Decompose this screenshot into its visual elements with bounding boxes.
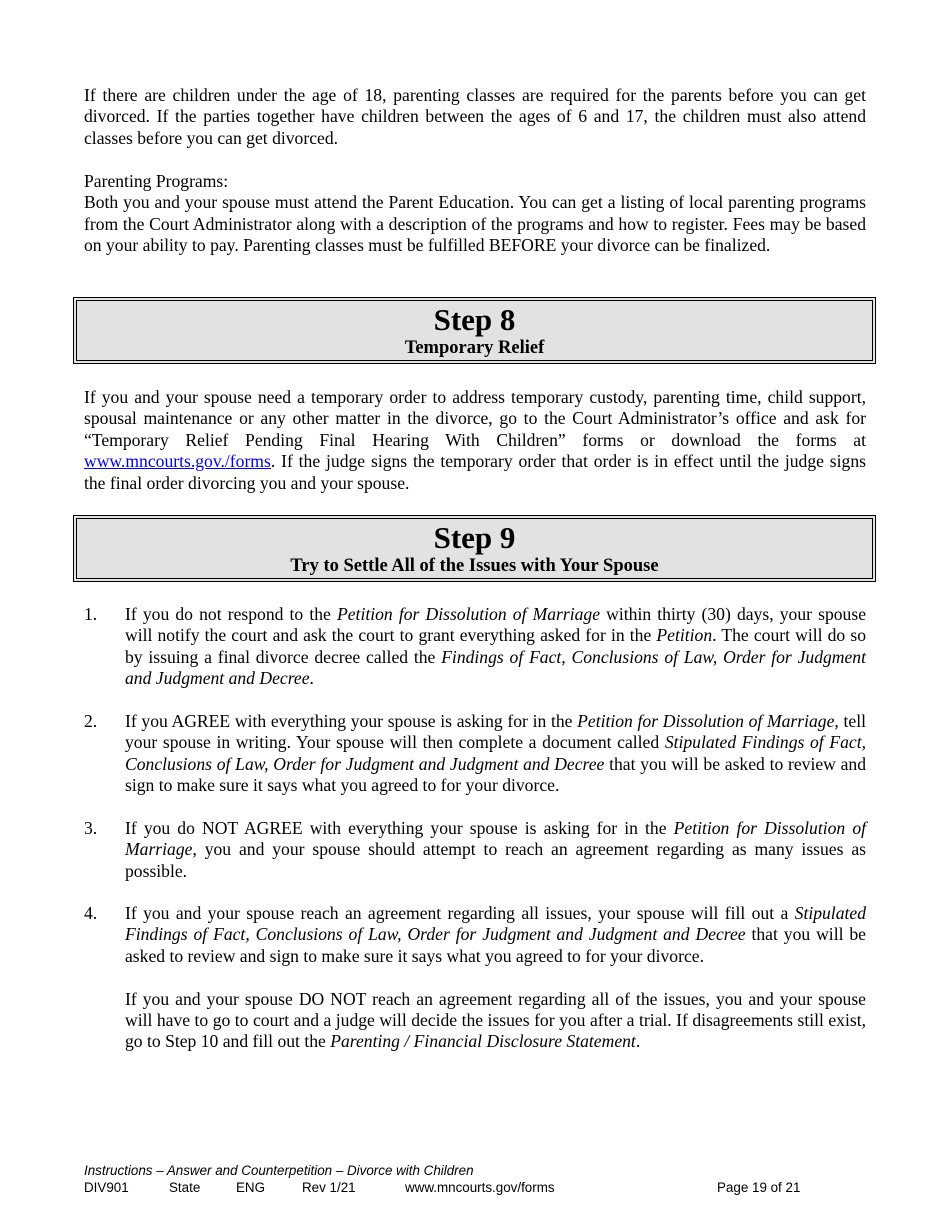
step-8-body-continued: . If the judge signs the temporary order that order is in effect until the judge signs the final order divorcing you and your spouse.: [84, 451, 866, 493]
step-8-subtitle: Temporary Relief: [404, 338, 545, 358]
list-number: 2.: [84, 711, 98, 731]
page-footer: [84, 1162, 866, 1196]
footer-url: www.mncourts.gov/forms: [405, 1180, 555, 1195]
parenting-programs-text: Both you and your spouse must attend the Parent Education. You can get a listing of local parenting programs from the Court Administrator along with a description of the programs and how to register. Fees may be based on your ability to pay. Parenting classes must be fulfilled BEFORE your divorce can be finalized.: [84, 192, 866, 256]
list-number: 4.: [84, 903, 98, 923]
parenting-programs-heading: Parenting Programs:: [84, 171, 229, 191]
step-9-header: [73, 515, 876, 582]
mncourts-forms-link[interactable]: www.mncourts.gov./forms: [84, 451, 271, 472]
list-item: [84, 818, 866, 882]
list-item-text: If you do NOT AGREE with everything your spouse is asking for in the Petition for Dissolution of Marriage, you and your spouse should attempt to reach an agreement regarding as many issues as possible.: [125, 818, 866, 881]
step-8-body-text: If you and your spouse need a temporary order to address temporary custody, parenting time, child support, spousal maintenance or any other matter in the divorce, go to the Court Administrator’s office and ask for “Temporary Relief Pending Final Hearing With Children” forms or download the forms at: [84, 387, 866, 450]
step-8-title: Step 8: [433, 302, 516, 337]
footer-form-id: DIV901: [84, 1180, 129, 1195]
step-9-subtitle: Try to Settle All of the Issues with Your Spouse: [290, 556, 659, 576]
list-item-text: If you and your spouse reach an agreement regarding all issues, your spouse will fill out a Stipulated Findings of Fact, Conclusions of Law, Order for Judgment and Judgment and Decree that you will be asked to review and sign to make sure it says what you agreed to for your divorce.: [125, 903, 866, 966]
footer-language: ENG: [236, 1180, 266, 1195]
list-item-followup-text: If you and your spouse DO NOT reach an agreement regarding all of the issues, you and your spouse will have to go to court and a judge will decide the issues for you after a trial. If disagreements still exist, go to Step 10 and fill out the Parenting / Financial Disclosure Statement.: [125, 988, 866, 1052]
footer-row: [84, 1179, 866, 1196]
step-8-body: [84, 387, 866, 494]
list-item: [84, 604, 866, 690]
step-8-header: [73, 297, 876, 364]
list-item-text: If you AGREE with everything your spouse is asking for in the Petition for Dissolution of Marriage, tell your spouse in writing. Your spouse will then complete a document called Stipulated Findings of Fact, Conclusions of Law, Order for Judgment and Judgment and Decree that you will be asked to review and sign to make sure it says what you agreed to for your divorce.: [125, 711, 867, 796]
list-item: [84, 903, 866, 1053]
list-number: 3.: [84, 818, 98, 838]
footer-jurisdiction: State: [169, 1180, 201, 1195]
parenting-programs-section: [84, 171, 866, 257]
step-9-title: Step 9: [433, 520, 516, 555]
intro-paragraph: If there are children under the age of 18, parenting classes are required for the parents before you can get divorced. If the parties together have children between the ages of 6 and 17, the children must also attend classes before you can get divorced.: [84, 85, 866, 148]
list-item: [84, 711, 866, 797]
list-number: 1.: [84, 604, 98, 624]
footer-title: Instructions – Answer and Counterpetition – Divorce with Children: [84, 1163, 474, 1178]
footer-page-number: Page 19 of 21: [717, 1180, 801, 1195]
footer-revision: Rev 1/21: [302, 1180, 356, 1195]
list-item-text: If you do not respond to the Petition for Dissolution of Marriage within thirty (30) days, your spouse will notify the court and ask the court to grant everything asked for in the Petition. The court will do so by issuing a final divorce decree called the Findings of Fact, Conclusions of Law, Order for Judgment and Judgment and Decree.: [125, 604, 867, 689]
